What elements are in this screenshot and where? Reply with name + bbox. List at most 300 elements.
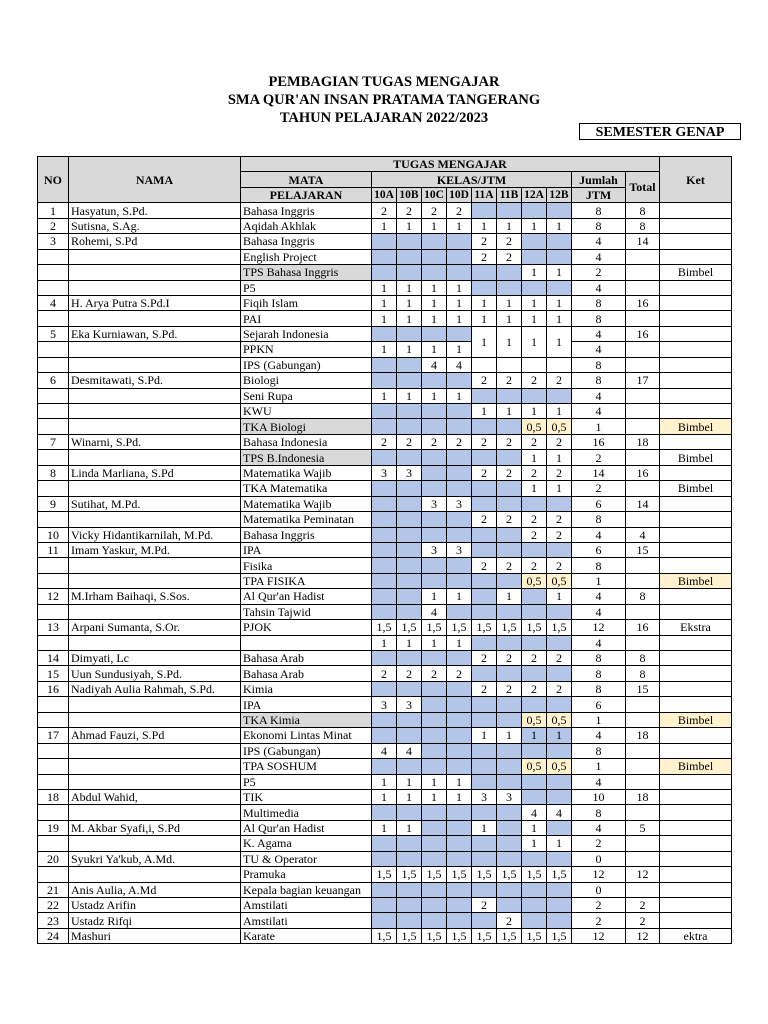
row-mata-pelajaran: Fisika — [241, 558, 372, 573]
row-class-11a — [472, 481, 497, 496]
row-class-12b — [547, 882, 572, 897]
row-class-11b: 1,5 — [497, 867, 522, 882]
row-total: 4 — [626, 527, 660, 542]
row-class-11a — [472, 573, 497, 588]
row-mata-pelajaran: TPS B.Indonesia — [241, 450, 372, 465]
row-nama — [69, 805, 241, 820]
row-class-12b — [547, 604, 572, 619]
row-class-10a: 2 — [372, 666, 397, 681]
row-ket — [660, 326, 732, 341]
row-jumlah-jtm: 8 — [572, 357, 626, 372]
table-row — [38, 558, 732, 573]
row-jumlah-jtm: 2 — [572, 898, 626, 913]
row-mata-pelajaran: Al Qur'an Hadist — [241, 589, 372, 604]
row-class-10b — [397, 373, 422, 388]
row-class-11b — [497, 280, 522, 295]
row-jumlah-jtm: 4 — [572, 589, 626, 604]
row-class-10c — [422, 404, 447, 419]
row-jumlah-jtm: 10 — [572, 789, 626, 804]
row-class-10c — [422, 465, 447, 480]
row-nama: Linda Marliana, S.Pd — [69, 465, 241, 480]
row-ket — [660, 867, 732, 882]
header-class-10d: 10D — [447, 187, 472, 202]
row-ket — [660, 604, 732, 619]
table-row — [38, 404, 732, 419]
row-class-10a — [372, 851, 397, 866]
row-class-10b — [397, 542, 422, 557]
row-mata-pelajaran: Matematika Wajib — [241, 496, 372, 511]
row-class-12b: 2 — [547, 512, 572, 527]
row-nama — [69, 265, 241, 280]
row-class-12b: 1 — [547, 218, 572, 233]
row-jumlah-jtm: 8 — [572, 373, 626, 388]
row-class-12b: 2 — [547, 651, 572, 666]
row-mata-pelajaran: PJOK — [241, 620, 372, 635]
row-class-10b: 1 — [397, 388, 422, 403]
row-nama: Mashuri — [69, 928, 241, 943]
row-class-12a — [522, 604, 547, 619]
row-class-10c — [422, 697, 447, 712]
row-class-10c: 1 — [422, 280, 447, 295]
row-class-10b — [397, 805, 422, 820]
row-class-12b — [547, 789, 572, 804]
table-row — [38, 882, 732, 897]
row-class-10a: 1 — [372, 789, 397, 804]
row-total — [626, 481, 660, 496]
row-ket — [660, 589, 732, 604]
row-class-10b — [397, 512, 422, 527]
row-class-11a — [472, 419, 497, 434]
row-nama: Ustadz Arifin — [69, 898, 241, 913]
row-class-12b — [547, 249, 572, 264]
row-mata-pelajaran: KWU — [241, 404, 372, 419]
row-class-10d — [447, 882, 472, 897]
row-class-10b: 1 — [397, 280, 422, 295]
row-ket — [660, 357, 732, 372]
row-nama: M.Irham Baihaqi, S.Sos. — [69, 589, 241, 604]
row-class-12b: 2 — [547, 558, 572, 573]
row-class-10b — [397, 404, 422, 419]
teaching-assignment-table — [37, 156, 732, 944]
row-mata-pelajaran: Karate — [241, 928, 372, 943]
row-class-12b: 1,5 — [547, 867, 572, 882]
row-class-12b: 1,5 — [547, 620, 572, 635]
row-class-10b: 3 — [397, 465, 422, 480]
row-class-10d: 1 — [447, 280, 472, 295]
row-total: 16 — [626, 465, 660, 480]
row-class-10a — [372, 265, 397, 280]
row-class-10b: 1 — [397, 218, 422, 233]
row-no: 3 — [38, 234, 69, 249]
row-jumlah-jtm: 8 — [572, 512, 626, 527]
row-class-10a — [372, 681, 397, 696]
row-class-10c — [422, 851, 447, 866]
row-class-12a: 1,5 — [522, 620, 547, 635]
row-ket — [660, 234, 732, 249]
row-nama: Anis Aulia, A.Md — [69, 882, 241, 897]
row-ket — [660, 465, 732, 480]
row-class-12a — [522, 851, 547, 866]
row-no — [38, 249, 69, 264]
row-class-10d — [447, 481, 472, 496]
row-class-11b — [497, 712, 522, 727]
row-class-11a: 2 — [472, 681, 497, 696]
row-class-10c — [422, 759, 447, 774]
row-class-12b: 1 — [547, 450, 572, 465]
row-class-10c: 2 — [422, 666, 447, 681]
row-class-10c — [422, 234, 447, 249]
row-mata-pelajaran: TKA Matematika — [241, 481, 372, 496]
row-mata-pelajaran: IPS (Gabungan) — [241, 743, 372, 758]
row-total: 18 — [626, 789, 660, 804]
table-row — [38, 666, 732, 681]
row-total: 16 — [626, 620, 660, 635]
row-class-11a: 2 — [472, 249, 497, 264]
row-ket — [660, 388, 732, 403]
row-class-10b: 1 — [397, 635, 422, 650]
row-class-10b — [397, 712, 422, 727]
table-row — [38, 805, 732, 820]
row-nama: Rohemi, S.Pd — [69, 234, 241, 249]
row-class-12a — [522, 542, 547, 557]
row-mata-pelajaran: PPKN — [241, 342, 372, 357]
row-class-10a: 2 — [372, 203, 397, 218]
row-nama: Sutihat, M.Pd. — [69, 496, 241, 511]
row-ket — [660, 404, 732, 419]
row-class-10d: 1 — [447, 774, 472, 789]
row-jumlah-jtm: 16 — [572, 434, 626, 449]
row-class-12b — [547, 697, 572, 712]
row-class-12b — [547, 496, 572, 511]
row-class-10a: 4 — [372, 743, 397, 758]
row-class-11a: 2 — [472, 512, 497, 527]
table-row — [38, 295, 732, 310]
table-row — [38, 851, 732, 866]
row-class-12b: 1 — [547, 728, 572, 743]
row-class-11a — [472, 604, 497, 619]
row-class-10b — [397, 728, 422, 743]
row-jumlah-jtm: 4 — [572, 326, 626, 341]
row-class-10a — [372, 419, 397, 434]
row-class-10c: 1,5 — [422, 928, 447, 943]
row-class-10c — [422, 882, 447, 897]
row-total: 18 — [626, 728, 660, 743]
row-class-11a — [472, 805, 497, 820]
table-row — [38, 898, 732, 913]
row-class-12b: 0,5 — [547, 573, 572, 588]
table-row — [38, 419, 732, 434]
row-nama — [69, 404, 241, 419]
row-mata-pelajaran: K. Agama — [241, 836, 372, 851]
row-mata-pelajaran: TKA Biologi — [241, 419, 372, 434]
row-no: 15 — [38, 666, 69, 681]
row-class-10c: 1,5 — [422, 867, 447, 882]
row-class-12b: 1 — [547, 311, 572, 326]
row-class-10a: 1,5 — [372, 928, 397, 943]
row-class-12b — [547, 388, 572, 403]
row-class-11a — [472, 712, 497, 727]
row-class-12b: 1 — [547, 836, 572, 851]
row-class-11b: 2 — [497, 512, 522, 527]
row-mata-pelajaran: IPS (Gabungan) — [241, 357, 372, 372]
row-total: 15 — [626, 681, 660, 696]
row-jumlah-jtm: 4 — [572, 635, 626, 650]
row-nama — [69, 867, 241, 882]
row-class-12b — [547, 913, 572, 928]
row-class-10d — [447, 836, 472, 851]
row-class-11b: 1 — [497, 311, 522, 326]
row-class-11b — [497, 357, 522, 372]
row-class-11a — [472, 913, 497, 928]
row-total — [626, 882, 660, 897]
row-nama: Ahmad Fauzi, S.Pd — [69, 728, 241, 743]
row-class-10d: 2 — [447, 434, 472, 449]
row-class-10b: 1 — [397, 789, 422, 804]
row-class-10c: 1 — [422, 774, 447, 789]
row-class-12a: 2 — [522, 512, 547, 527]
table-row — [38, 573, 732, 588]
table-row — [38, 759, 732, 774]
row-class-10c — [422, 481, 447, 496]
row-no: 12 — [38, 589, 69, 604]
row-total — [626, 265, 660, 280]
row-jumlah-jtm: 1 — [572, 419, 626, 434]
row-no: 17 — [38, 728, 69, 743]
row-class-11b — [497, 851, 522, 866]
row-no: 7 — [38, 434, 69, 449]
row-class-10c — [422, 651, 447, 666]
row-class-12b: 1 — [547, 404, 572, 419]
row-jumlah-jtm: 8 — [572, 311, 626, 326]
row-total — [626, 774, 660, 789]
row-class-10d — [447, 651, 472, 666]
row-class-12b: 2 — [547, 527, 572, 542]
row-class-12b: 0,5 — [547, 759, 572, 774]
row-class-11b: 1 — [497, 295, 522, 310]
row-nama — [69, 573, 241, 588]
row-ket — [660, 311, 732, 326]
row-mata-pelajaran — [241, 635, 372, 650]
row-class-12a: 1 — [522, 311, 547, 326]
row-class-12a — [522, 666, 547, 681]
row-mata-pelajaran: Seni Rupa — [241, 388, 372, 403]
row-class-10b — [397, 651, 422, 666]
header-class-11b: 11B — [497, 187, 522, 202]
row-class-10d — [447, 743, 472, 758]
row-class-10a — [372, 527, 397, 542]
row-ket — [660, 697, 732, 712]
row-class-10c — [422, 419, 447, 434]
row-ket — [660, 743, 732, 758]
header-no: NO — [38, 157, 69, 203]
row-nama — [69, 342, 241, 357]
row-jumlah-jtm: 4 — [572, 342, 626, 357]
row-class-10c: 3 — [422, 496, 447, 511]
header-mata: MATA — [241, 172, 372, 187]
row-no — [38, 450, 69, 465]
row-class-10b — [397, 450, 422, 465]
row-class-10a — [372, 373, 397, 388]
table-row — [38, 542, 732, 557]
row-jumlah-jtm: 12 — [572, 928, 626, 943]
row-nama — [69, 635, 241, 650]
row-class-12a — [522, 280, 547, 295]
row-class-11b — [497, 697, 522, 712]
row-class-10b — [397, 249, 422, 264]
table-row — [38, 820, 732, 835]
row-jumlah-jtm: 4 — [572, 249, 626, 264]
row-class-10d: 1,5 — [447, 620, 472, 635]
row-ket — [660, 851, 732, 866]
row-class-10a — [372, 542, 397, 557]
row-class-10c — [422, 573, 447, 588]
row-class-10d — [447, 681, 472, 696]
row-class-10a — [372, 836, 397, 851]
row-jumlah-jtm: 6 — [572, 496, 626, 511]
row-class-12a — [522, 743, 547, 758]
row-class-12b — [547, 203, 572, 218]
row-class-10d: 1,5 — [447, 867, 472, 882]
row-no: 21 — [38, 882, 69, 897]
row-class-10c — [422, 836, 447, 851]
row-class-10d: 1 — [447, 589, 472, 604]
header-class-10b: 10B — [397, 187, 422, 202]
row-ket — [660, 635, 732, 650]
row-class-12a — [522, 898, 547, 913]
row-total — [626, 604, 660, 619]
row-ket: Bimbel — [660, 573, 732, 588]
row-class-12b: 2 — [547, 681, 572, 696]
row-class-10d — [447, 512, 472, 527]
row-class-10d — [447, 265, 472, 280]
row-class-10c: 1 — [422, 311, 447, 326]
row-jumlah-jtm: 4 — [572, 820, 626, 835]
row-ket — [660, 681, 732, 696]
row-class-12a: 2 — [522, 465, 547, 480]
row-nama — [69, 558, 241, 573]
row-mata-pelajaran: Bahasa Indonesia — [241, 434, 372, 449]
row-jumlah-jtm: 1 — [572, 712, 626, 727]
table-row — [38, 913, 732, 928]
row-class-12a: 1 — [522, 404, 547, 419]
row-total: 12 — [626, 867, 660, 882]
row-class-12b — [547, 542, 572, 557]
row-mata-pelajaran: Kepala bagian keuangan — [241, 882, 372, 897]
row-class-11b: 1 — [497, 404, 522, 419]
row-total — [626, 249, 660, 264]
row-nama: Imam Yaskur, M.Pd. — [69, 542, 241, 557]
row-class-10b — [397, 913, 422, 928]
row-class-12b — [547, 280, 572, 295]
row-jumlah-jtm: 4 — [572, 280, 626, 295]
table-row — [38, 928, 732, 943]
row-class-11b — [497, 481, 522, 496]
row-ket — [660, 666, 732, 681]
row-class-11b: 2 — [497, 465, 522, 480]
row-class-10d: 1 — [447, 311, 472, 326]
row-class-11b — [497, 759, 522, 774]
row-class-11b — [497, 836, 522, 851]
table-row — [38, 218, 732, 233]
row-class-11b: 1 — [497, 326, 522, 357]
row-jumlah-jtm: 2 — [572, 450, 626, 465]
row-class-10a — [372, 234, 397, 249]
row-no — [38, 697, 69, 712]
row-ket — [660, 728, 732, 743]
row-class-10d — [447, 326, 472, 341]
row-mata-pelajaran: Al Qur'an Hadist — [241, 820, 372, 835]
table-row — [38, 481, 732, 496]
row-total — [626, 357, 660, 372]
row-total: 14 — [626, 234, 660, 249]
row-class-11a: 2 — [472, 898, 497, 913]
row-nama — [69, 419, 241, 434]
row-class-10b: 2 — [397, 666, 422, 681]
row-total — [626, 342, 660, 357]
row-class-10c: 4 — [422, 604, 447, 619]
row-total — [626, 743, 660, 758]
row-jumlah-jtm: 4 — [572, 404, 626, 419]
row-jumlah-jtm: 4 — [572, 527, 626, 542]
row-nama — [69, 481, 241, 496]
table-row — [38, 342, 732, 357]
row-class-12a: 2 — [522, 651, 547, 666]
row-class-10c — [422, 743, 447, 758]
row-class-11a: 1 — [472, 326, 497, 357]
row-class-11a: 3 — [472, 789, 497, 804]
row-nama: Ustadz Rifqi — [69, 913, 241, 928]
row-class-10b — [397, 898, 422, 913]
row-class-10c — [422, 805, 447, 820]
row-class-10a — [372, 481, 397, 496]
row-class-11a — [472, 851, 497, 866]
doc-title-line3: TAHUN PELAJARAN 2022/2023 — [279, 110, 489, 126]
row-class-11a: 2 — [472, 465, 497, 480]
row-total — [626, 759, 660, 774]
table-row — [38, 265, 732, 280]
row-no — [38, 280, 69, 295]
row-total — [626, 635, 660, 650]
row-class-11b — [497, 820, 522, 835]
row-nama: Dimyati, Lc — [69, 651, 241, 666]
row-total — [626, 512, 660, 527]
row-nama — [69, 604, 241, 619]
table-row — [38, 836, 732, 851]
row-jumlah-jtm: 8 — [572, 651, 626, 666]
row-ket: Bimbel — [660, 759, 732, 774]
row-class-12b — [547, 851, 572, 866]
row-no: 13 — [38, 620, 69, 635]
row-class-10b — [397, 496, 422, 511]
table-row — [38, 450, 732, 465]
row-no: 19 — [38, 820, 69, 835]
row-mata-pelajaran: TPA SOSHUM — [241, 759, 372, 774]
row-class-12b: 1 — [547, 295, 572, 310]
row-no: 2 — [38, 218, 69, 233]
row-no — [38, 836, 69, 851]
row-nama — [69, 280, 241, 295]
row-class-10c — [422, 898, 447, 913]
row-class-10a — [372, 512, 397, 527]
row-class-10c: 1 — [422, 388, 447, 403]
row-mata-pelajaran: TPS Bahasa Inggris — [241, 265, 372, 280]
table-row — [38, 357, 732, 372]
row-mata-pelajaran: English Project — [241, 249, 372, 264]
header-jtm: JTM — [572, 187, 626, 202]
row-nama — [69, 311, 241, 326]
row-class-10d: 2 — [447, 203, 472, 218]
header-pelajaran: PELAJARAN — [241, 187, 372, 202]
